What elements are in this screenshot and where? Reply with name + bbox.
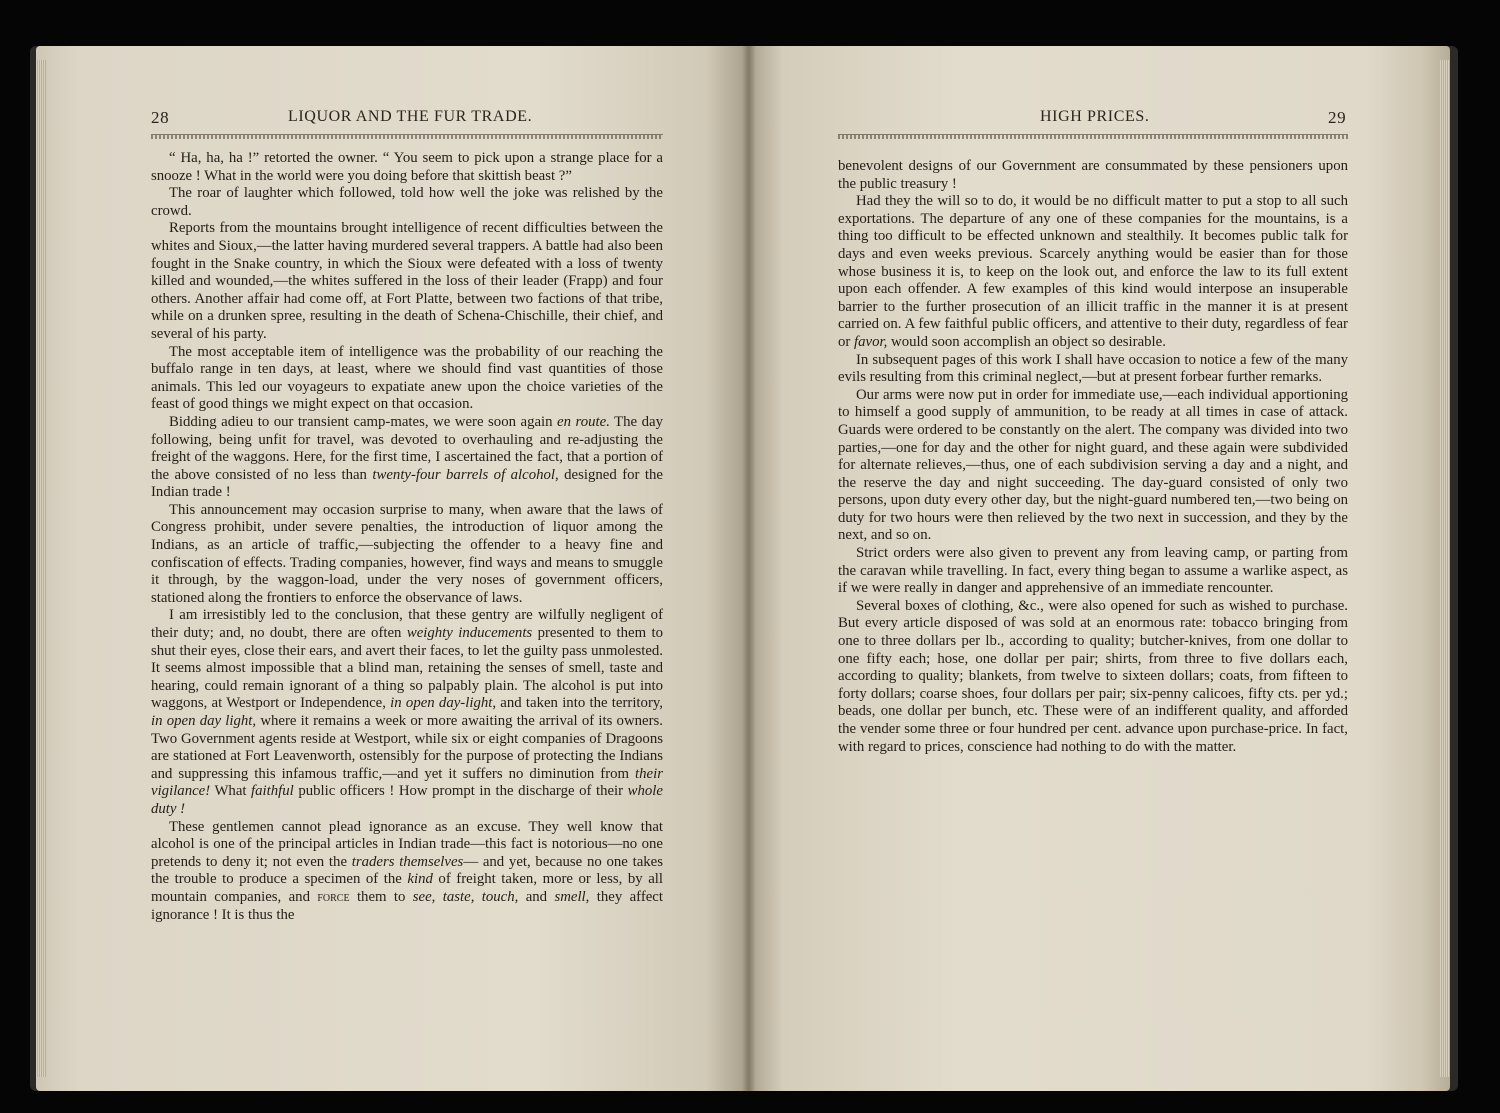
right-running-head — [748, 108, 1450, 132]
paragraph: The most acceptable item of intelligence was the probability of our reaching the buffalo range in ten days, at least, where we should find vast quantities of those animals. This led our voyageurs to expatiate anew upon the choice varieties of the feast of good things we might expect on that occasion. — [151, 343, 663, 413]
left-page-number: 28 — [151, 108, 170, 127]
book-gutter — [742, 46, 756, 1091]
right-header-rule — [838, 134, 1348, 139]
left-running-head — [36, 108, 748, 132]
paragraph: Several boxes of clothing, &c., were also opened for such as wished to purchase. But every article disposed of was sold at an enormous rate: tobacco bringing from one to three dollars per lb., according to quality; butcher-knives, from one dollar to one fifty each; hose, one dollar per pair; shirts, from three to five dollars each, according to quality; blankets, from twelve to sixteen dollars; coats, from fifteen to forty dollars; coarse shoes, four dollars per pair; six-penny calicoes, fifty cts. per yd.; beads, one dollar per bunch, etc. These were of an indifferent quality, and afforded the vender some three or four hundred per cent. advance upon purchase-price. In fact, with regard to prices, conscience had nothing to do with the matter. — [838, 597, 1348, 755]
paragraph: Reports from the mountains brought intelligence of recent difficulties between the whites and Sioux,—the latter having murdered several trappers. A battle had also been fought in the Snake country, in which the Sioux were defeated with a loss of twenty killed and wounded,—the whites suffered in the loss of their leader (Frapp) and four others. Another affair had come off, at Fort Platte, between two factions of that tribe, while on a drunken spree, resulting in the death of Schena-Chischille, their chief, and several of his party. — [151, 220, 663, 342]
left-page-edges — [36, 60, 46, 1077]
paragraph: The roar of laughter which followed, told how well the joke was relished by the crowd. — [151, 185, 663, 219]
paragraph: I am irresistibly led to the conclusion, that these gentry are wilfully negligent of their duty; and, no doubt, there are often weighty inducements presented to them to shut their eyes, close their ears, and avert their faces, to let the guilty pass unmolested. It seems almost impossible that a blind man, retaining the senses of smell, taste and hearing, could remain ignorant of a thing so palpably plain. The alcohol is put into waggons, at Westport or Independence, in open day-light, and taken into the territory, in open day light, where it remains a week or more awaiting the arrival of its owners. Two Government agents reside at Westport, while six or eight companies of Dragoons are stationed at Fort Leavenworth, ostensibly for the purpose of protecting the Indians and suppressing this infamous traffic,—and yet it suffers no diminution from their vigilance! What faithful public officers ! How prompt in the discharge of their whole duty ! — [151, 607, 664, 817]
paragraph: benevolent designs of our Government are consummated by these pensioners upon the public treasury ! — [838, 158, 1348, 192]
left-page — [36, 46, 748, 1091]
paragraph: In subsequent pages of this work I shall have occasion to notice a few of the many evils resulting from this criminal neglect,—but at present forbear further remarks. — [838, 351, 1348, 386]
paragraph: This announcement may occasion surprise to many, when aware that the laws of Congress prohibit, under severe penalties, the introduction of liquor among the Indians, as an article of traffic,—subjecting the offender to a heavy fine and confiscation of effects. Trading companies, however, find ways and means to smuggle it through, by the waggon-load, under the very noses of government officers, stationed along the frontiers to enforce the observance of laws. — [151, 501, 663, 606]
right-running-title: HIGH PRICES. — [1040, 108, 1150, 125]
paragraph: Our arms were now put in order for immediate use,—each individual apportioning to himself a good supply of ammunition, to be ready at all times in case of attack. Guards were ordered to be constantly on the alert. The company was divided into two parties,—one for day and the other for night guard, and these again were subdivided for alternate relieves,—thus, one of each subdivision serving a day and a night, and the reserve the day and night succeeding. The day-guard consisted of only two persons, upon duty every other day, but the night-guard numbered ten,—two being on duty for two hours were then relieved by the two next in succession, and they by the next, and so on. — [838, 386, 1348, 544]
right-page-edges — [1440, 60, 1450, 1077]
right-body-text — [838, 158, 1348, 756]
left-header-rule — [151, 134, 663, 139]
paragraph: Had they the will so to do, it would be no difficult matter to put a stop to all such exportations. The departure of any one of these companies for the mountains, is a thing too difficult to be effected unknown and stealthily. It becomes public talk for days and even weeks previous. Scarcely anything would be easier than for those whose business it is, to keep on the look out, and enforce the law to its full extent upon each offender. A few examples of this kind would interpose an insuperable barrier to the further prosecution of an illicit traffic in the manner it is at present carried on. A few faithful public officers, and attentive to their duty, regardless of fear or favor, would soon accomplish an object so desirable. — [838, 193, 1348, 350]
left-running-title: LIQUOR AND THE FUR TRADE. — [288, 108, 533, 125]
paragraph: Strict orders were also given to prevent any from leaving camp, or parting from the caravan while travelling. In fact, every thing began to assume a warlike aspect, as if we were really in danger and apprehensive of an immediate rencounter. — [838, 545, 1348, 597]
paragraph: Bidding adieu to our transient camp-mates, we were soon again en route. The day following, being unfit for travel, was devoted to overhauling and re-adjusting the freight of the waggons. Here, for the first time, I ascertained the fact, that a portion of the above consisted of no less than twenty-four barrels of alcohol, designed for the Indian trade ! — [151, 413, 663, 501]
right-page-number: 29 — [1328, 108, 1347, 127]
open-book — [30, 46, 1458, 1091]
left-body-text — [151, 150, 663, 924]
paragraph: These gentlemen cannot plead ignorance as an excuse. They well know that alcohol is one of the principal articles in Indian trade—this fact is notorious—no one pretends to deny it; not even the traders themselves— and yet, because no one takes the trouble to produce a specimen of the kind of freight taken, more or less, by all mountain companies, and force them to see, taste, touch, and smell, they affect ignorance ! It is thus the — [151, 818, 663, 923]
paragraph: “ Ha, ha, ha !” retorted the owner. “ You seem to pick upon a strange place for a snooze ! What in the world were you doing before that skittish beast ?” — [151, 150, 663, 184]
right-page — [748, 46, 1450, 1091]
